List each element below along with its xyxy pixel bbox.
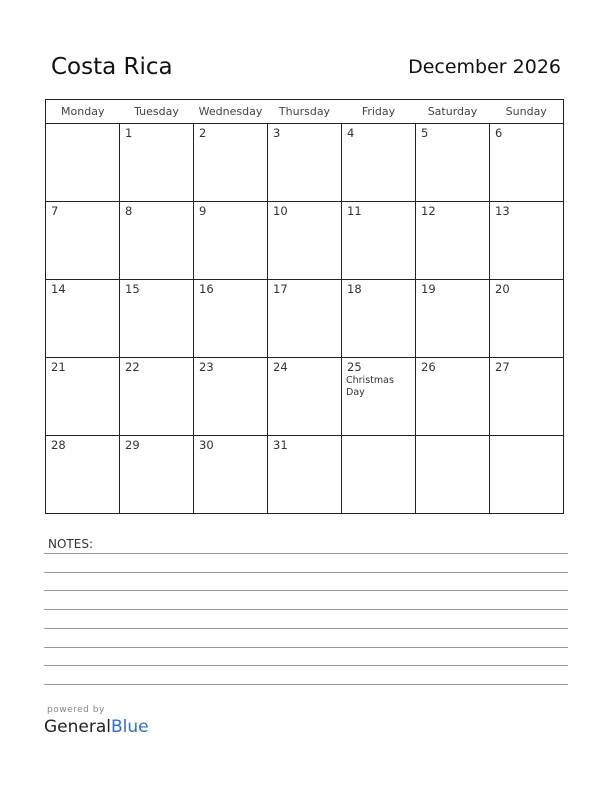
- calendar-grid: [45, 99, 564, 514]
- day-cell: [268, 436, 342, 514]
- day-number: 19: [421, 282, 436, 296]
- day-cell: [416, 280, 490, 358]
- weekday-header-row: [46, 100, 564, 124]
- week-row: [46, 202, 564, 280]
- weekday-friday: Friday: [342, 100, 416, 124]
- day-cell: [416, 436, 490, 514]
- weekday-wednesday: Wednesday: [194, 100, 268, 124]
- day-cell: [268, 280, 342, 358]
- day-cell: [490, 436, 564, 514]
- day-number: 30: [199, 438, 214, 452]
- day-cell: [490, 202, 564, 280]
- day-cell: [46, 358, 120, 436]
- month-year-title: December 2026: [408, 56, 561, 78]
- day-number: 7: [51, 204, 59, 218]
- day-number: 12: [421, 204, 436, 218]
- day-number: 23: [199, 360, 214, 374]
- day-cell: [194, 202, 268, 280]
- day-cell: [416, 202, 490, 280]
- day-number: 6: [495, 126, 503, 140]
- day-number: 10: [273, 204, 288, 218]
- day-cell: [120, 124, 194, 202]
- brand-general: General: [44, 717, 111, 737]
- day-cell: [120, 358, 194, 436]
- day-number: 14: [51, 282, 66, 296]
- day-number: 29: [125, 438, 140, 452]
- day-number: 13: [495, 204, 510, 218]
- day-cell: [490, 280, 564, 358]
- weekday-monday: Monday: [46, 100, 120, 124]
- day-cell: [120, 280, 194, 358]
- day-number: 11: [347, 204, 362, 218]
- day-cell: [342, 436, 416, 514]
- day-number: 31: [273, 438, 288, 452]
- day-number: 22: [125, 360, 140, 374]
- day-number: 24: [273, 360, 288, 374]
- day-number: 17: [273, 282, 288, 296]
- note-line: [44, 553, 568, 554]
- day-number: 18: [347, 282, 362, 296]
- day-cell: [120, 202, 194, 280]
- day-cell: [416, 358, 490, 436]
- day-number: 25: [347, 360, 362, 374]
- note-line: [44, 572, 568, 573]
- day-number: 3: [273, 126, 281, 140]
- note-line: [44, 590, 568, 591]
- week-row: [46, 436, 564, 514]
- day-number: 16: [199, 282, 214, 296]
- day-number: 26: [421, 360, 436, 374]
- powered-by-text: powered by: [47, 705, 105, 715]
- country-title: Costa Rica: [51, 54, 173, 80]
- note-line: [44, 628, 568, 629]
- day-cell: [194, 124, 268, 202]
- week-row: [46, 124, 564, 202]
- day-cell: [194, 280, 268, 358]
- day-number: 4: [347, 126, 355, 140]
- day-number: 2: [199, 126, 207, 140]
- weekday-saturday: Saturday: [416, 100, 490, 124]
- day-cell: [194, 358, 268, 436]
- day-number: 15: [125, 282, 140, 296]
- day-cell: [342, 280, 416, 358]
- day-number: 20: [495, 282, 510, 296]
- notes-label: NOTES:: [48, 537, 93, 551]
- day-cell: [416, 124, 490, 202]
- day-cell: [342, 124, 416, 202]
- day-number: 27: [495, 360, 510, 374]
- day-cell: [194, 436, 268, 514]
- day-cell: [46, 436, 120, 514]
- day-cell: [46, 124, 120, 202]
- day-cell: [46, 280, 120, 358]
- day-number: 28: [51, 438, 66, 452]
- weekday-thursday: Thursday: [268, 100, 342, 124]
- day-number: 5: [421, 126, 429, 140]
- day-cell: [490, 358, 564, 436]
- day-cell: [46, 202, 120, 280]
- day-cell: [490, 124, 564, 202]
- weekday-tuesday: Tuesday: [120, 100, 194, 124]
- brand-blue: Blue: [111, 717, 149, 737]
- weekday-sunday: Sunday: [490, 100, 564, 124]
- week-row: [46, 358, 564, 436]
- day-cell: [268, 358, 342, 436]
- note-line: [44, 647, 568, 648]
- day-cell: [342, 358, 416, 436]
- day-cell: [268, 124, 342, 202]
- day-number: 9: [199, 204, 207, 218]
- day-number: 21: [51, 360, 66, 374]
- holiday-label: Christmas Day: [346, 375, 394, 398]
- day-cell: [120, 436, 194, 514]
- note-line: [44, 665, 568, 666]
- note-line: [44, 609, 568, 610]
- day-number: 8: [125, 204, 133, 218]
- week-row: [46, 280, 564, 358]
- day-cell: [342, 202, 416, 280]
- day-number: 1: [125, 126, 133, 140]
- day-cell: [268, 202, 342, 280]
- brand-logo: [44, 717, 149, 737]
- note-line: [44, 684, 568, 685]
